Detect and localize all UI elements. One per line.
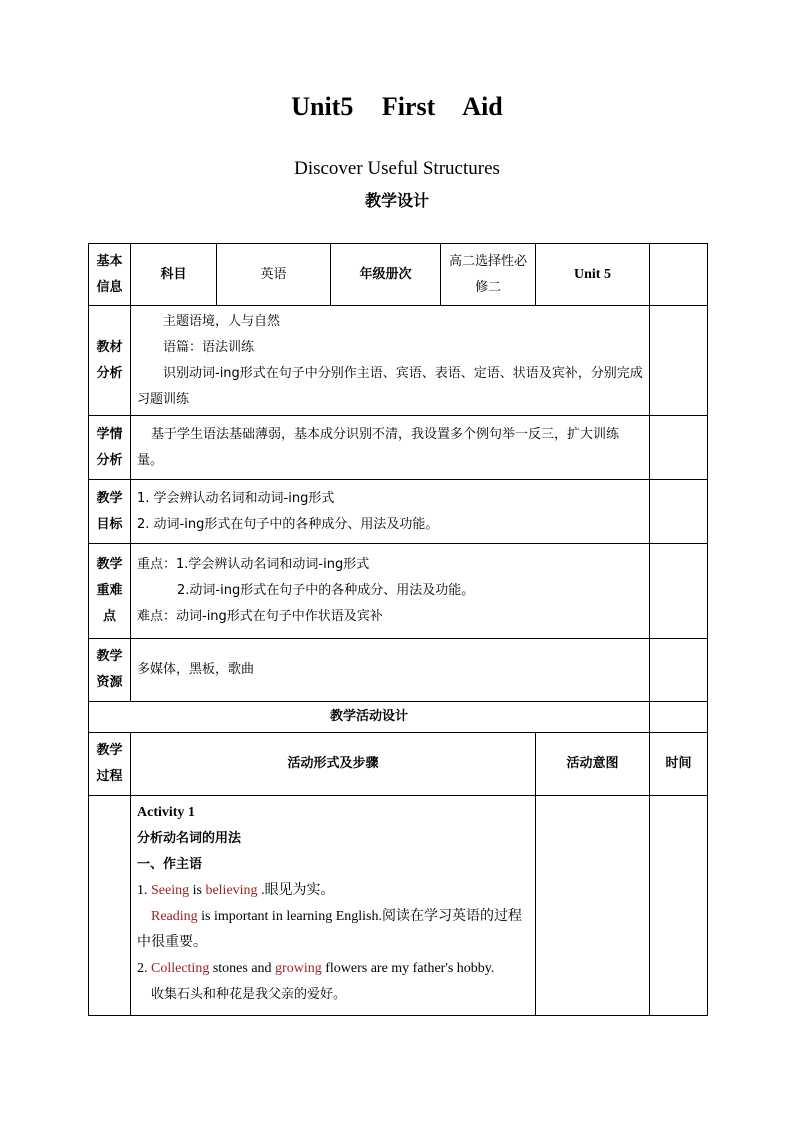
time-column-header: 时间 — [650, 733, 708, 796]
example-3-translation: 收集石头和种花是我父亲的爱好。 — [151, 987, 347, 1002]
material-line-2: 语篇：语法训练 — [163, 339, 255, 355]
example-1-end: .眼见为实。 — [257, 883, 335, 898]
activity-1-heading: 分析动名词的用法 — [137, 831, 242, 846]
activity-1-title: Activity 1 — [137, 805, 195, 820]
focus-label: 教学重难点 — [89, 544, 131, 639]
example-2 — [137, 904, 529, 956]
document-subtitle: Discover Useful Structures — [294, 158, 500, 179]
empty-cell — [650, 639, 708, 702]
material-line-3: 识别动词-ing形式在句子中分别作主语、宾语、表语、定语、状语及宾补，分别完成习题训练 — [137, 365, 643, 407]
learner-row — [89, 416, 708, 480]
example-3-word-collecting: Collecting — [151, 961, 210, 976]
empty-cell — [650, 244, 708, 306]
goals-row — [89, 480, 708, 544]
lesson-plan-table — [88, 243, 708, 1016]
focus-content — [131, 544, 650, 639]
document-subtitle-cn: 教学设计 — [364, 191, 429, 210]
empty-cell — [650, 416, 708, 480]
material-line-1: 主题语境，人与自然 — [163, 313, 281, 329]
focus-line-1: 重点：1.学会辨认动名词和动词-ing形式 — [137, 557, 370, 572]
material-content — [131, 306, 650, 416]
focus-line-3: 难点：动词-ing形式在句子中作状语及宾补 — [137, 609, 383, 624]
example-1-number: 1. — [137, 883, 151, 898]
example-1-word-seeing: Seeing — [151, 883, 190, 898]
example-3-mid: stones and — [209, 961, 276, 976]
intent-column-header: 活动意图 — [536, 733, 650, 796]
activity-design-title: 教学活动设计 — [89, 702, 650, 733]
grade-label: 年级册次 — [331, 244, 441, 306]
material-row — [89, 306, 708, 416]
example-1 — [137, 878, 529, 904]
activity-1-section: 一、作主语 — [137, 857, 203, 872]
activity-1-content — [131, 796, 536, 1016]
empty-cell — [650, 796, 708, 1016]
example-3-end: flowers are my father's hobby. — [321, 961, 495, 976]
empty-cell — [650, 702, 708, 733]
empty-cell — [650, 480, 708, 544]
basic-info-label: 基本信息 — [89, 244, 131, 306]
document-title: Unit5 First Aid — [291, 92, 503, 121]
goal-item-1: 1. 学会辨认动名词和动词-ing形式 — [137, 490, 335, 506]
grade-value: 高二选择性必修二 — [441, 244, 536, 306]
example-3-number: 2. — [137, 961, 151, 976]
learner-text: 基于学生语法基础薄弱，基本成分识别不清，我设置多个例句举一反三，扩大训练量。 — [131, 416, 650, 480]
focus-row — [89, 544, 708, 639]
empty-cell — [89, 796, 131, 1016]
example-2-word-reading: Reading — [151, 909, 198, 924]
resources-label: 教学资源 — [89, 639, 131, 702]
goal-item-2: 2. 动词-ing形式在句子中的各种成分、用法及功能。 — [137, 516, 439, 532]
goals-content — [131, 480, 650, 544]
activity-1-row — [89, 796, 708, 1016]
subject-label: 科目 — [131, 244, 217, 306]
subject-value: 英语 — [217, 244, 331, 306]
material-label: 教材分析 — [89, 306, 131, 416]
example-1-mid: is — [189, 883, 206, 898]
activity-design-row — [89, 702, 708, 733]
focus-line-2: 2.动词-ing形式在句子中的各种成分、用法及功能。 — [177, 583, 475, 598]
example-1-word-believing: believing — [205, 883, 258, 898]
resources-text: 多媒体，黑板，歌曲 — [131, 639, 650, 702]
unit-value: Unit 5 — [536, 244, 650, 306]
empty-cell — [650, 544, 708, 639]
example-2-rest: is important in learning English.阅读在学习英语的过程中很重要。 — [137, 909, 522, 950]
process-label: 教学过程 — [89, 733, 131, 796]
example-3-word-growing: growing — [275, 961, 322, 976]
steps-column-header: 活动形式及步骤 — [131, 733, 536, 796]
basic-info-row — [89, 244, 708, 306]
process-header-row — [89, 733, 708, 796]
resources-row — [89, 639, 708, 702]
example-3 — [137, 956, 529, 982]
empty-cell — [650, 306, 708, 416]
goals-label: 教学目标 — [89, 480, 131, 544]
empty-cell — [536, 796, 650, 1016]
learner-label: 学情分析 — [89, 416, 131, 480]
